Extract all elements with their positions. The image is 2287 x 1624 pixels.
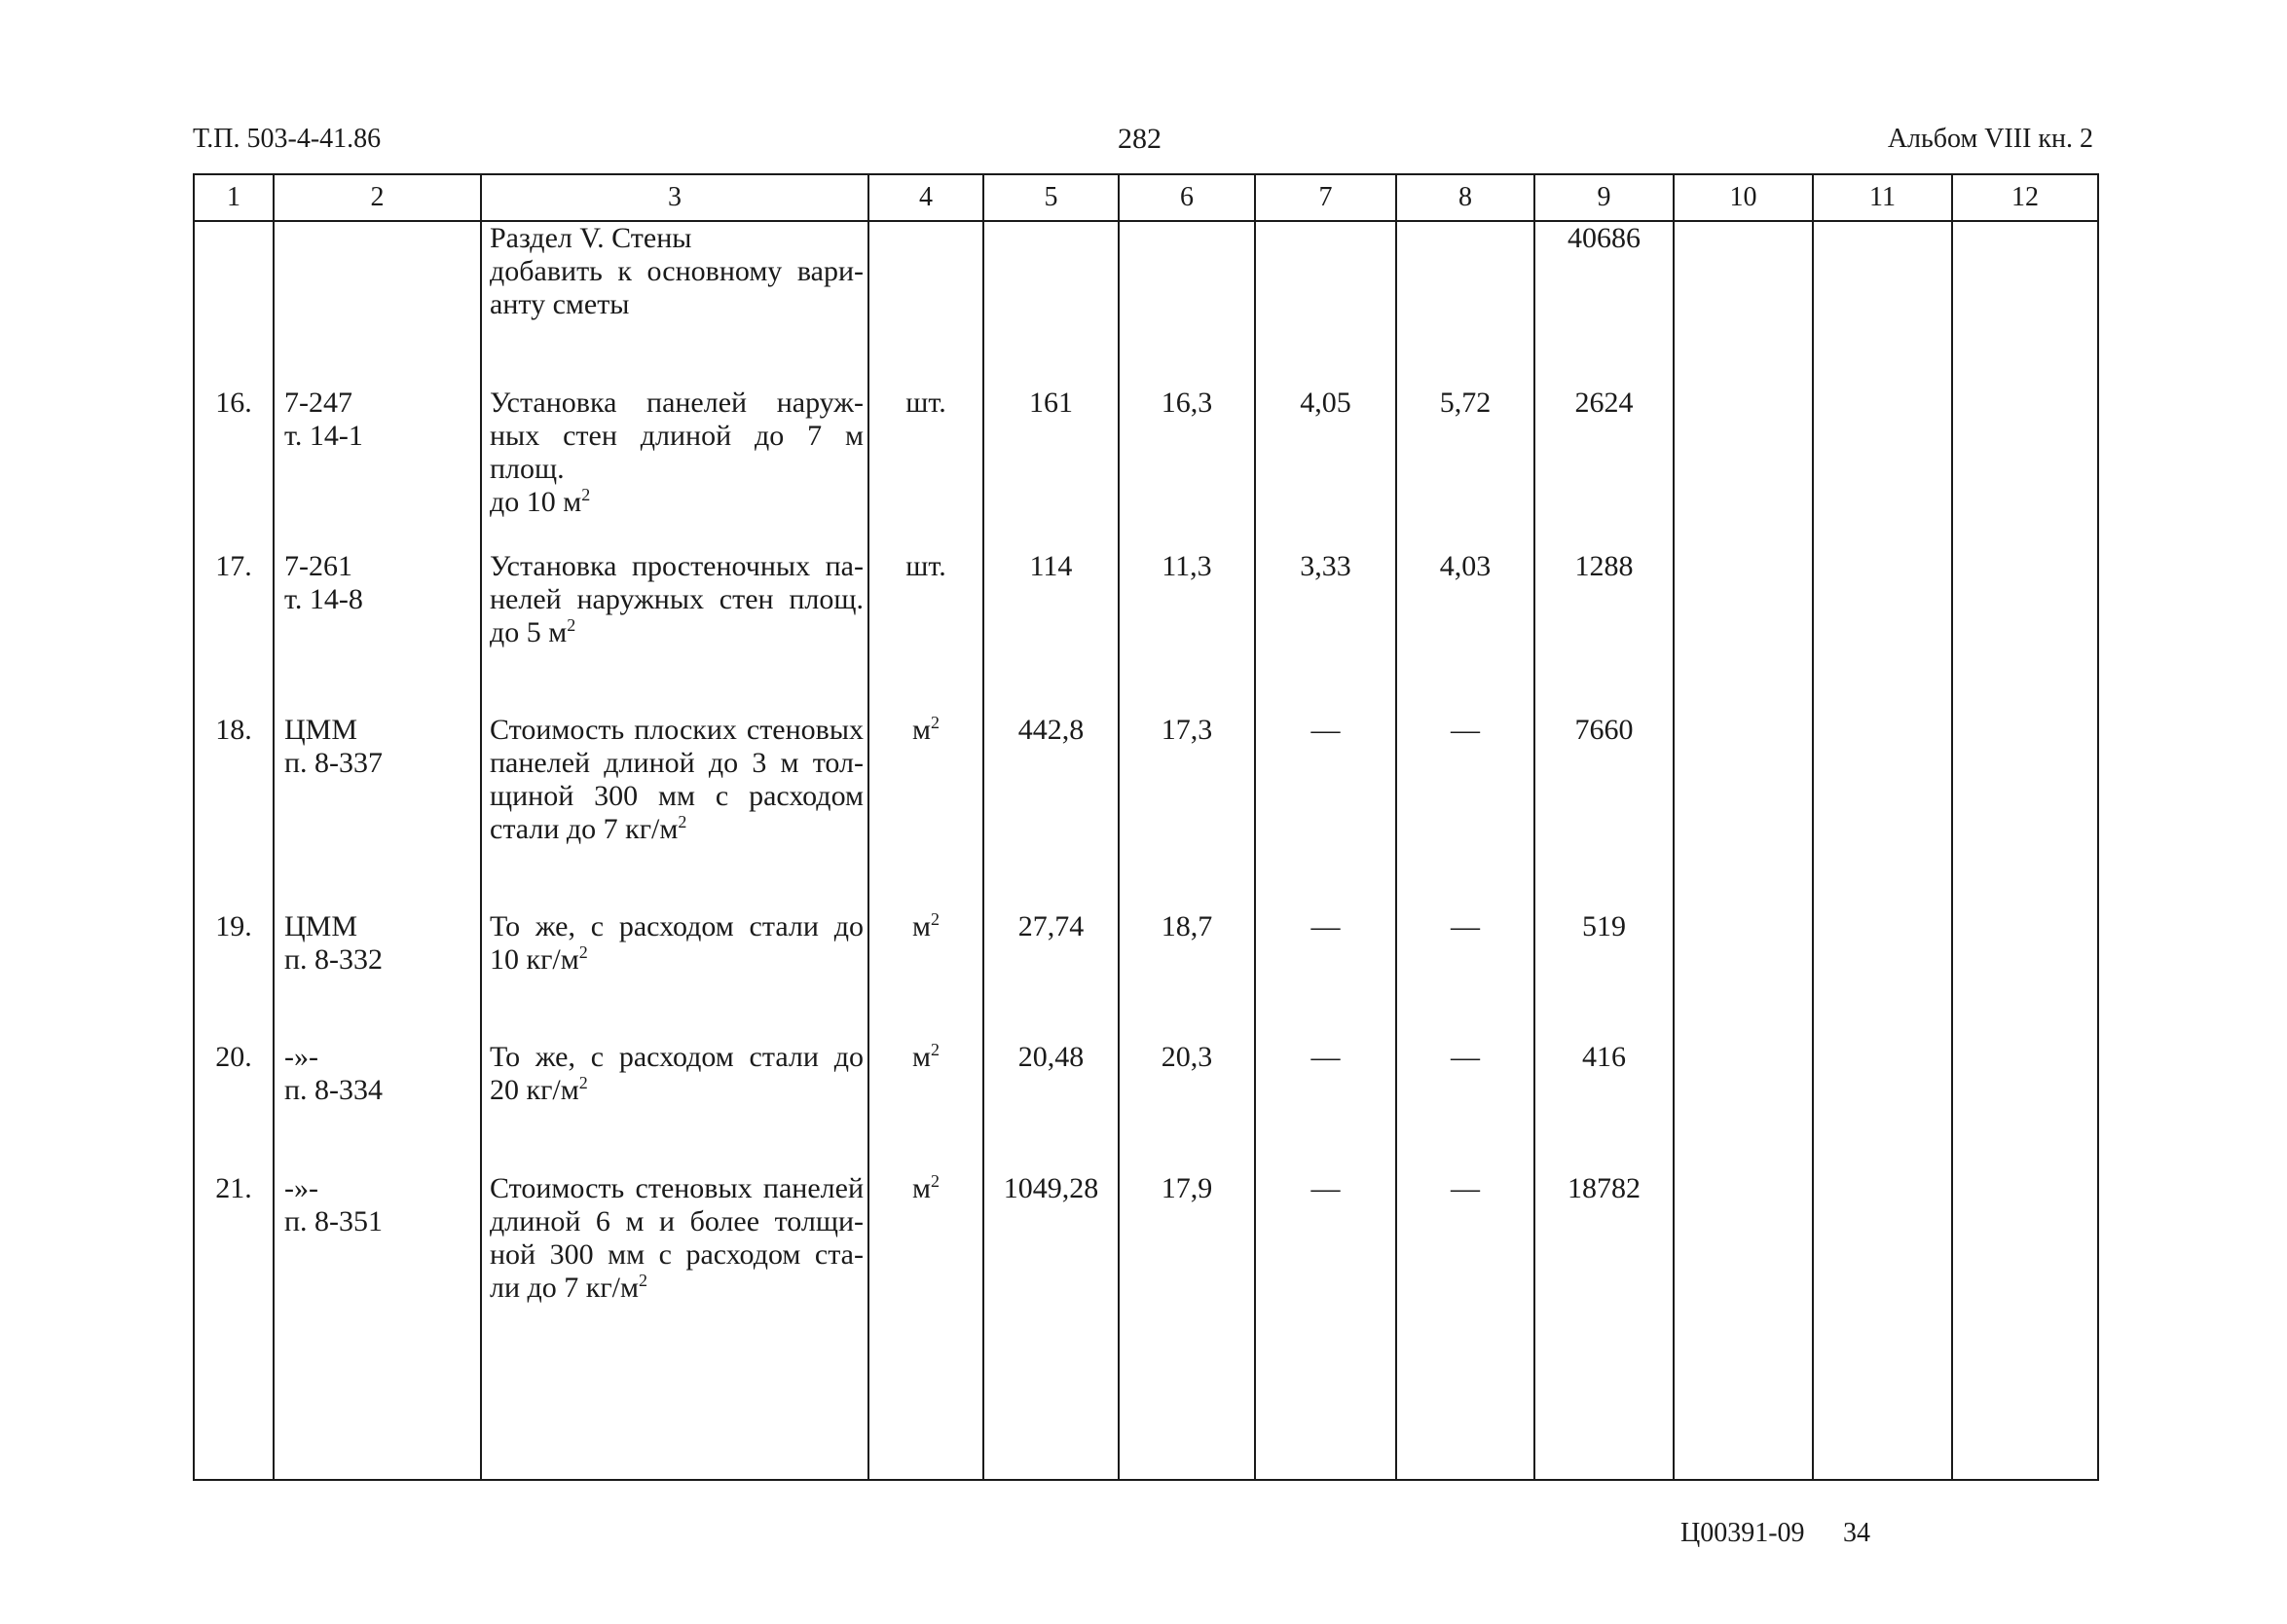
row-number: 19. [194,910,274,1041]
work-description: То же, с расходом стали до 10 $кг/м^2$ [481,910,868,1041]
sheet-number: 34 [1843,1518,1870,1548]
column-header: 10 [1674,174,1813,221]
album-reference: Альбом VIII кн. 2 [1887,124,2093,154]
column-header: 11 [1813,174,1952,221]
value-col8: — [1396,910,1534,1041]
value-col8: 4,03 [1396,550,1534,714]
value-col7: 3,33 [1255,550,1396,714]
total-cost: 7660 [1534,714,1674,910]
unit-cost: 11,3 [1119,550,1255,714]
row-number: 16. [194,387,274,550]
page-number: 282 [1118,123,1162,155]
value-col8: — [1396,714,1534,910]
quantity: 442,8 [983,714,1119,910]
rate-code: ЦММ п. 8-337 [274,714,481,910]
column-header: 12 [1952,174,2098,221]
unit-cost: 17,9 [1119,1172,1255,1480]
total-cost: 416 [1534,1041,1674,1172]
rate-code: 7-261 т. 14-8 [274,550,481,714]
rate-code: -»- п. 8-334 [274,1041,481,1172]
unit: $м^2$ [868,910,983,1041]
rate-code: ЦММ п. 8-332 [274,910,481,1041]
document-cipher: Ц00391-09 [1680,1518,1805,1548]
unit: $м^2$ [868,1041,983,1172]
work-description: То же, с расходом стали до 20 $кг/м^2$ [481,1041,868,1172]
section-total: 40686 [1534,221,1674,387]
value-col7: — [1255,910,1396,1041]
column-header: 8 [1396,174,1534,221]
quantity: 27,74 [983,910,1119,1041]
column-header: 4 [868,174,983,221]
total-cost: 519 [1534,910,1674,1041]
total-cost: 18782 [1534,1172,1674,1480]
column-number-row [194,174,2098,221]
column-header: 9 [1534,174,1674,221]
quantity: 20,48 [983,1041,1119,1172]
quantity: 114 [983,550,1119,714]
total-cost: 1288 [1534,550,1674,714]
column-header: 7 [1255,174,1396,221]
row-number: 20. [194,1041,274,1172]
value-col7: — [1255,1041,1396,1172]
value-col7: — [1255,1172,1396,1480]
table-row [194,550,2098,714]
unit: шт. [868,387,983,550]
quantity: 1049,28 [983,1172,1119,1480]
work-description: Стоимость стеновых панелей длиной 6 м и более толщи- ной 300 мм с расходом ста- ли до 7 $кг/м^2$ [481,1172,868,1480]
work-description: Стоимость плоских стеновых панелей длиной до 3 м тол- щиной 300 мм с расходом стали до 7 $кг/м^2$ [481,714,868,910]
column-header: 1 [194,174,274,221]
column-header: 2 [274,174,481,221]
table-row [194,910,2098,1041]
unit-cost: 20,3 [1119,1041,1255,1172]
column-header: 3 [481,174,868,221]
unit-cost: 16,3 [1119,387,1255,550]
estimate-table [193,173,2099,1481]
row-number: 18. [194,714,274,910]
value-col7: — [1255,714,1396,910]
section-description: Раздел V. Стены добавить к основному вари- анту сметы [481,221,868,387]
quantity: 161 [983,387,1119,550]
unit: $м^2$ [868,1172,983,1480]
work-description: Установка панелей наруж- ных стен длиной до 7 м площ. до 10 $м^2$ [481,387,868,550]
unit-cost: 18,7 [1119,910,1255,1041]
value-col8: — [1396,1041,1534,1172]
row-number: 17. [194,550,274,714]
column-header: 6 [1119,174,1255,221]
table-row [194,714,2098,910]
table-row [194,387,2098,550]
section-title: Раздел V. Стены [490,222,692,254]
rate-code: 7-247 т. 14-1 [274,387,481,550]
unit-cost: 17,3 [1119,714,1255,910]
total-cost: 2624 [1534,387,1674,550]
unit: $м^2$ [868,714,983,910]
section-row [194,221,2098,387]
value-col7: 4,05 [1255,387,1396,550]
table-row [194,1172,2098,1480]
rate-code: -»- п. 8-351 [274,1172,481,1480]
document-code: Т.П. 503-4-41.86 [193,124,382,154]
column-header: 5 [983,174,1119,221]
row-number: 21. [194,1172,274,1480]
work-description: Установка простеночных па- нелей наружных стен площ. до 5 $м^2$ [481,550,868,714]
table-row [194,1041,2098,1172]
unit: шт. [868,550,983,714]
value-col8: — [1396,1172,1534,1480]
value-col8: 5,72 [1396,387,1534,550]
